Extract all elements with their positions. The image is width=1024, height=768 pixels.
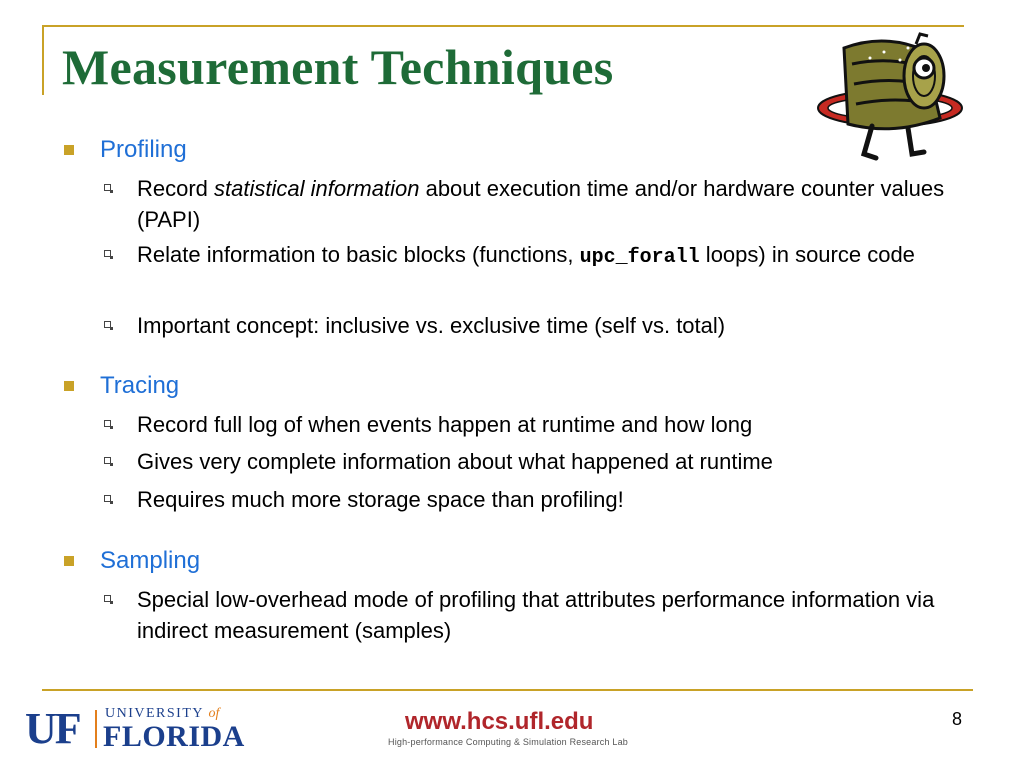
section-heading-text: Tracing	[100, 372, 180, 399]
item-text: Special low-overhead mode of profiling that attributes performance information via indirect measurement (samples)	[137, 587, 935, 643]
section-heading-text: Sampling	[100, 547, 201, 574]
uf-logo-divider	[95, 710, 97, 748]
left-rule	[42, 25, 44, 95]
item-text: Relate information to basic blocks (functions,	[137, 242, 580, 267]
uf-logo-university-text: UNIVERSITY	[105, 706, 204, 721]
hollow-square-bullet-icon	[104, 184, 111, 191]
list-item	[137, 409, 967, 440]
list-item	[137, 446, 967, 477]
uf-logo-florida: FLORIDA	[103, 720, 245, 753]
list-item	[137, 484, 967, 515]
page-number: 8	[952, 709, 963, 729]
list-item	[137, 239, 967, 273]
item-text: Record	[137, 176, 215, 201]
item-code: upc_forall	[579, 246, 700, 269]
hollow-square-bullet-icon	[104, 250, 111, 257]
hollow-square-bullet-icon	[104, 495, 111, 502]
list-item	[137, 173, 967, 235]
section-heading-text: Profiling	[100, 136, 187, 163]
footer-url-link[interactable]: www.hcs.ufl.edu	[405, 708, 594, 735]
uf-logo-mark: UF	[25, 704, 80, 753]
walking-log-clipart-icon	[812, 28, 972, 168]
item-text: Record full log of when events happen at runtime and how long	[137, 412, 753, 437]
item-text: Important concept: inclusive vs. exclusive time (self vs. total)	[137, 313, 726, 338]
bottom-rule	[42, 689, 973, 691]
square-bullet-icon	[64, 381, 74, 391]
slide-title: Measurement Techniques	[62, 39, 614, 95]
hollow-square-bullet-icon	[104, 457, 111, 464]
item-text: Requires much more storage space than profiling!	[137, 487, 624, 512]
section-heading-sampling	[100, 547, 200, 575]
item-text: about execution time and/or hardware counter values (PAPI)	[137, 176, 945, 232]
hollow-square-bullet-icon	[104, 595, 111, 602]
list-item	[137, 584, 967, 646]
square-bullet-icon	[64, 556, 74, 566]
section-heading-profiling	[100, 136, 187, 164]
hollow-square-bullet-icon	[104, 420, 111, 427]
item-emphasis: statistical information	[214, 176, 420, 201]
item-text: loops) in source code	[699, 242, 915, 267]
footer-lab-name: High-performance Computing & Simulation Research Lab	[388, 737, 629, 747]
section-heading-tracing	[100, 372, 179, 400]
item-text: Gives very complete information about what happened at runtime	[137, 449, 773, 474]
hollow-square-bullet-icon	[104, 321, 111, 328]
uf-logo-of: of	[208, 706, 220, 721]
list-item	[137, 310, 967, 341]
uf-logo	[25, 706, 250, 754]
square-bullet-icon	[64, 145, 74, 155]
top-rule	[42, 25, 964, 27]
